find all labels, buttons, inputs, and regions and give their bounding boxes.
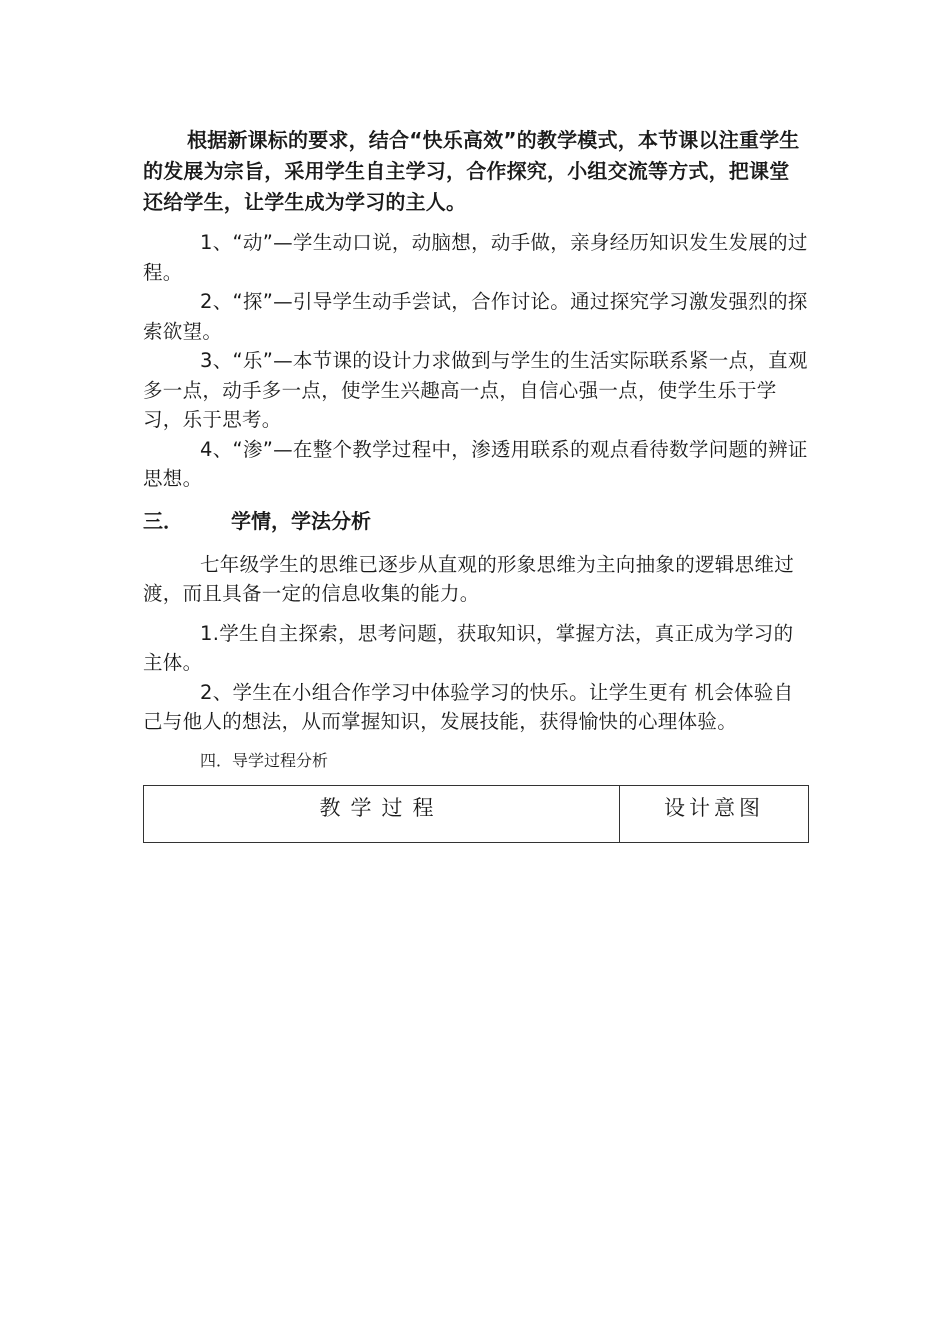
table-header-process: 教学过程 [144,785,620,842]
table-header-intent: 设计意图 [620,785,809,842]
point-2: 2、“探”—引导学生动手尝试，合作讨论。通过探究学习激发强烈的探索欲望。 [143,290,808,343]
point-4: 4、“渗”—在整个教学过程中，渗透用联系的观点看待数学问题的辨证思想。 [143,437,808,490]
process-table [143,785,809,843]
section-3-item-2: 2、学生在小组合作学习中体验学习的快乐。让学生更有 机会体验自己与他人的想法，从而掌握知识，发展技能，获得愉快的心理体验。 [143,680,794,733]
section-3-paragraph: 七年级学生的思维已逐步从直观的形象思维为主向抽象的逻辑思维过渡，而且具备一定的信息收集的能力。 [143,552,795,605]
point-3: 3、“乐”—本节课的设计力求做到与学生的生活实际联系紧一点，直观多一点，动手多一点，使学生兴趣高一点，自信心强一点，使学生乐于学习，乐于思考。 [143,349,808,431]
section-3-title: 学情，学法分析 [231,508,371,533]
intro-paragraph: 根据新课标的要求，结合“快乐高效”的教学模式，本节课以注重学生的发展为宗旨，采用学生自主学习，合作探究，小组交流等方式，把课堂还给学生，让学生成为学习的主人。 [143,128,800,214]
point-1: 1、“动”—学生动口说，动脑想，动手做，亲身经历知识发生发展的过程。 [143,231,808,284]
section-3-heading [143,506,809,536]
section-3-item-1: 1.学生自主探索，思考问题，获取知识，掌握方法，真正成为学习的主体。 [143,621,794,674]
table-header-row [144,785,809,842]
section-4-heading: 四．导学过程分析 [200,750,329,770]
section-3-number: 三． [143,508,183,533]
document-page [143,125,809,843]
